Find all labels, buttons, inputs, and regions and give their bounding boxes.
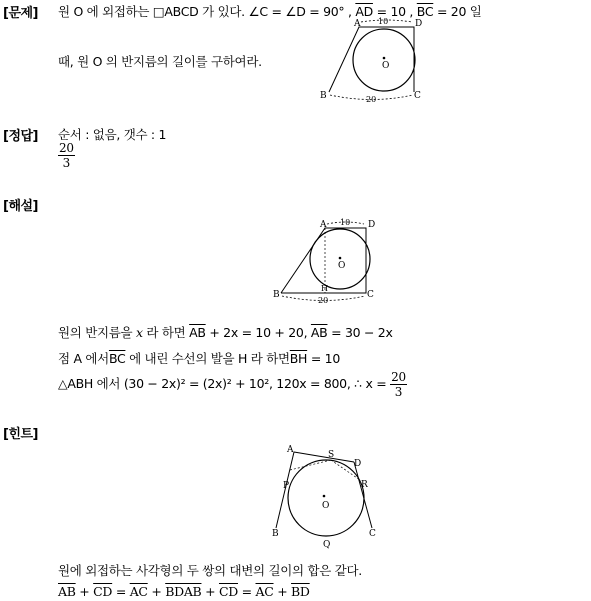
explanation-numerator: 20 [391,370,406,384]
center-label: O [322,501,330,511]
operator: = [237,584,256,599]
center-point [339,257,342,260]
segment-ab: $\overline{AB}$ [58,584,76,599]
vertex-a: A [287,445,294,455]
vertex-b: B [273,290,280,300]
segment-bc: $\overline{BC}$ [108,351,126,366]
segment-bd: $\overline{BD}$ [291,584,310,599]
segment-bdab: BDAB [165,584,202,599]
segment-ab: $\overline{AB}$ [310,325,328,340]
figure-hint-diagram [268,440,388,550]
side-dc [354,462,372,528]
explanation-text: = 30 − 2x [327,325,393,340]
segment-ab: $\overline{AB}$ [189,325,206,340]
vertex-c: C [367,290,374,300]
operator: + [75,584,94,599]
inscribed-circle [353,29,415,91]
problem-text: = 10 , [372,4,417,19]
problem-text: = 20 일 [433,4,482,19]
foot-h: H [321,284,328,293]
vertex-c: C [414,91,421,101]
top-length: 10 [378,17,389,26]
answer-line-1: 순서 : 없음, 갯수 : 1 [58,127,167,142]
operator: + [273,584,292,599]
figure-problem-diagram [318,14,426,106]
hint-line-2 [58,584,310,599]
bottom-length: 20 [366,95,377,104]
segment-cd: $\overline{CD}$ [93,584,113,599]
tangent-point-q: Q [323,540,331,550]
center-label: O [382,61,390,71]
vertex-d: D [354,459,362,469]
explanation-denominator: 3 [394,385,403,399]
hint-label: [힌트] [3,427,38,442]
vertex-d: D [368,220,376,230]
answer-label: [정답] [3,129,38,144]
top-length: 10 [340,218,351,227]
explanation-text: 원의 반지름을 [58,325,136,340]
vertex-b: B [320,91,327,101]
vertex-a: A [320,220,327,230]
explanation-line-2 [58,349,340,367]
segment-ac: $\overline{AC}$ [255,584,274,599]
bottom-length: 20 [318,296,329,305]
vertex-d: D [415,19,423,29]
center-point [383,57,386,60]
operator: = [112,584,130,599]
operator: + [147,584,166,599]
explanation-text: 에 내린 수선의 발을 H 라 하면 [125,351,290,366]
vertex-c: C [369,529,376,539]
inscribed-circle [288,460,364,536]
problem-text: 원 O 에 외접하는 □ABCD 가 있다. ∠C = ∠D = 90° , [58,4,356,19]
explanation-text: 점 A 에서 [58,351,109,366]
segment-bc: $\overline{BC}$ [416,4,434,19]
answer-denominator: 3 [62,156,70,170]
explanation-text: 라 하면 [142,325,190,340]
explanation-text: = 10 [307,351,340,366]
segment-ad: $\overline{AD}$ [355,4,373,19]
answer-fraction [58,141,75,170]
figure-explanation-diagram [270,215,382,305]
tangent-point-s: S [328,450,335,460]
explanation-line-3 [58,370,407,399]
hint-line-1: 원에 외접하는 사각형의 두 쌍의 대변의 길이의 합은 같다. [58,563,362,578]
answer-numerator: 20 [59,141,74,155]
quadrilateral-outline [329,27,414,92]
center-label: O [338,261,346,271]
segment-bh: $\overline{BH}$ [289,351,308,366]
segment-ac: $\overline{AC}$ [129,584,148,599]
center-point [323,495,326,498]
tangent-point-p: P [283,481,290,491]
explanation-text: + 2x = 10 + 20, [205,325,311,340]
vertex-a: A [354,19,361,29]
explanation-text: △ABH 에서 (30 − 2x)² = (2x)² + 10², 120x = 800, ∴ x = [58,376,391,391]
operator: + [201,584,219,599]
vertex-b: B [272,529,279,539]
variable-x: x [136,325,143,340]
explanation-line-1 [58,323,393,341]
problem-label: [문제] [3,6,38,21]
explanation-label: [해설] [3,199,38,214]
tangent-point-r: R [361,480,368,490]
tangent-dash [290,460,331,470]
problem-line-2: 때, 원 O 의 반지름의 길이를 구하여라. [58,54,262,69]
segment-cd: $\overline{CD}$ [218,584,238,599]
